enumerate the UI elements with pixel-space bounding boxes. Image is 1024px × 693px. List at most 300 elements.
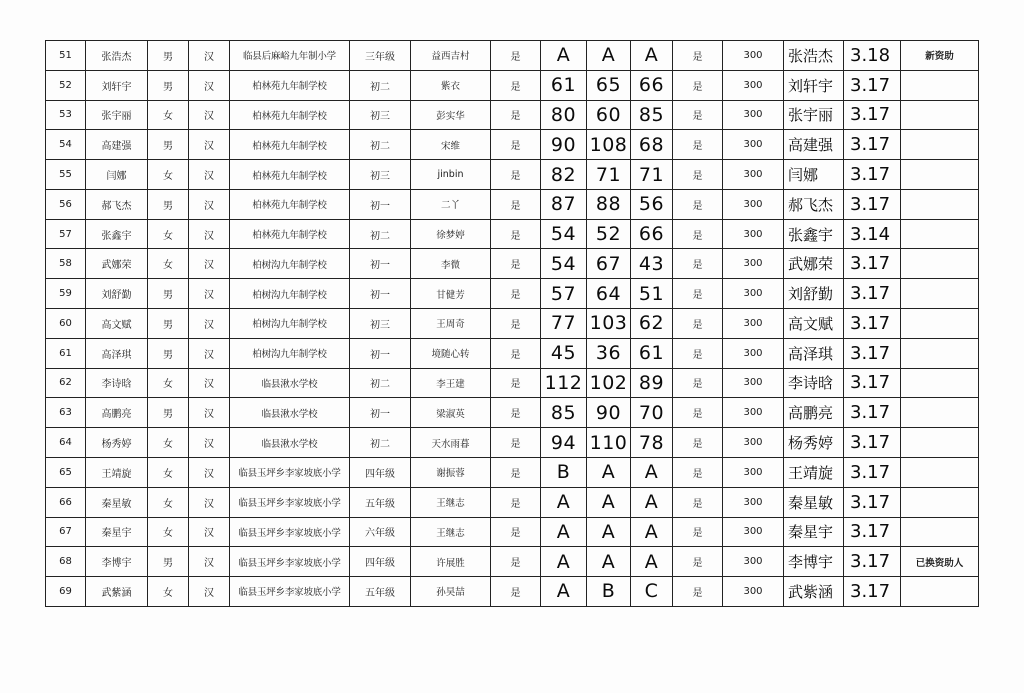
gender-cell: 男 — [148, 398, 189, 428]
ethnicity-cell: 汉 — [189, 70, 230, 100]
gender-cell: 女 — [148, 219, 189, 249]
amount-cell: 300 — [723, 41, 784, 71]
gender-cell: 女 — [148, 160, 189, 190]
table-row — [46, 547, 979, 577]
row-number-cell: 57 — [46, 219, 86, 249]
score-3-cell: A — [631, 457, 673, 487]
signature-cell: 秦星敏 — [784, 487, 844, 517]
ethnicity-cell: 汉 — [189, 130, 230, 160]
score-1-cell: 112 — [541, 368, 587, 398]
sign-date-cell: 3.17 — [844, 100, 901, 130]
score-2-cell: 36 — [587, 338, 631, 368]
amount-cell: 300 — [723, 517, 784, 547]
grade-cell: 五年级 — [350, 487, 411, 517]
signature-cell: 刘轩宇 — [784, 70, 844, 100]
signature-cell: 李博宇 — [784, 547, 844, 577]
remark-cell — [901, 130, 979, 160]
table-row — [46, 338, 979, 368]
sponsor-cell: 王继志 — [411, 517, 491, 547]
score-3-cell: 61 — [631, 338, 673, 368]
received-cell: 是 — [673, 41, 723, 71]
row-number-cell: 62 — [46, 368, 86, 398]
received-cell: 是 — [673, 249, 723, 279]
remark-cell — [901, 70, 979, 100]
remark-cell — [901, 398, 979, 428]
remark-cell — [901, 160, 979, 190]
score-1-cell: 54 — [541, 219, 587, 249]
ethnicity-cell: 汉 — [189, 189, 230, 219]
score-3-cell: 70 — [631, 398, 673, 428]
amount-cell: 300 — [723, 189, 784, 219]
student-name-cell: 李诗晗 — [86, 368, 148, 398]
sponsor-cell: 孙昊喆 — [411, 577, 491, 607]
table-row — [46, 428, 979, 458]
student-name-cell: 李博宇 — [86, 547, 148, 577]
score-3-cell: 66 — [631, 219, 673, 249]
score-2-cell: 110 — [587, 428, 631, 458]
sponsor-cell: 谢振蓉 — [411, 457, 491, 487]
sponsor-cell: 梁淑英 — [411, 398, 491, 428]
table-row — [46, 100, 979, 130]
score-3-cell: C — [631, 577, 673, 607]
signature-cell: 武紫涵 — [784, 577, 844, 607]
score-3-cell: A — [631, 517, 673, 547]
signature-cell: 高鹏亮 — [784, 398, 844, 428]
ethnicity-cell: 汉 — [189, 517, 230, 547]
row-number-cell: 53 — [46, 100, 86, 130]
sign-date-cell: 3.17 — [844, 517, 901, 547]
student-name-cell: 王靖旋 — [86, 457, 148, 487]
sign-date-cell: 3.17 — [844, 577, 901, 607]
sponsor-cell: 李微 — [411, 249, 491, 279]
sponsor-cell: 李王建 — [411, 368, 491, 398]
score-1-cell: 82 — [541, 160, 587, 190]
sign-date-cell: 3.17 — [844, 249, 901, 279]
score-2-cell: A — [587, 547, 631, 577]
table-row — [46, 577, 979, 607]
grade-cell: 初三 — [350, 100, 411, 130]
confirmed-cell: 是 — [491, 398, 541, 428]
sponsor-cell: 宋维 — [411, 130, 491, 160]
row-number-cell: 60 — [46, 309, 86, 339]
student-name-cell: 高文赋 — [86, 309, 148, 339]
gender-cell: 男 — [148, 338, 189, 368]
student-name-cell: 秦星敏 — [86, 487, 148, 517]
ethnicity-cell: 汉 — [189, 160, 230, 190]
remark-cell — [901, 517, 979, 547]
score-2-cell: 71 — [587, 160, 631, 190]
amount-cell: 300 — [723, 338, 784, 368]
score-1-cell: A — [541, 487, 587, 517]
sign-date-cell: 3.17 — [844, 130, 901, 160]
roster-table-body — [46, 41, 979, 607]
school-cell: 临县玉坪乡李家坡底小学 — [230, 487, 350, 517]
sign-date-cell: 3.17 — [844, 189, 901, 219]
remark-cell — [901, 428, 979, 458]
row-number-cell: 65 — [46, 457, 86, 487]
gender-cell: 女 — [148, 577, 189, 607]
sign-date-cell: 3.17 — [844, 428, 901, 458]
signature-cell: 张宇丽 — [784, 100, 844, 130]
sponsor-cell: 许展胜 — [411, 547, 491, 577]
sign-date-cell: 3.17 — [844, 338, 901, 368]
signature-cell: 高建强 — [784, 130, 844, 160]
score-1-cell: 57 — [541, 279, 587, 309]
row-number-cell: 61 — [46, 338, 86, 368]
confirmed-cell: 是 — [491, 189, 541, 219]
signature-cell: 张鑫宇 — [784, 219, 844, 249]
remark-cell — [901, 219, 979, 249]
remark-cell — [901, 368, 979, 398]
score-2-cell: 108 — [587, 130, 631, 160]
signature-cell: 武娜荣 — [784, 249, 844, 279]
table-row — [46, 189, 979, 219]
grade-cell: 四年级 — [350, 547, 411, 577]
score-1-cell: A — [541, 41, 587, 71]
student-name-cell: 郝飞杰 — [86, 189, 148, 219]
table-row — [46, 368, 979, 398]
score-3-cell: 51 — [631, 279, 673, 309]
confirmed-cell: 是 — [491, 130, 541, 160]
score-3-cell: 78 — [631, 428, 673, 458]
sign-date-cell: 3.17 — [844, 70, 901, 100]
signature-cell: 李诗晗 — [784, 368, 844, 398]
student-name-cell: 秦星宇 — [86, 517, 148, 547]
received-cell: 是 — [673, 517, 723, 547]
received-cell: 是 — [673, 130, 723, 160]
amount-cell: 300 — [723, 130, 784, 160]
received-cell: 是 — [673, 577, 723, 607]
score-2-cell: 102 — [587, 368, 631, 398]
amount-cell: 300 — [723, 160, 784, 190]
ethnicity-cell: 汉 — [189, 279, 230, 309]
grade-cell: 初三 — [350, 160, 411, 190]
amount-cell: 300 — [723, 487, 784, 517]
score-1-cell: 80 — [541, 100, 587, 130]
remark-cell — [901, 189, 979, 219]
amount-cell: 300 — [723, 457, 784, 487]
remark-cell — [901, 457, 979, 487]
table-row — [46, 279, 979, 309]
score-3-cell: 89 — [631, 368, 673, 398]
remark-cell — [901, 100, 979, 130]
school-cell: 临县玉坪乡李家坡底小学 — [230, 517, 350, 547]
table-row — [46, 457, 979, 487]
score-3-cell: 56 — [631, 189, 673, 219]
score-3-cell: 43 — [631, 249, 673, 279]
score-2-cell: 64 — [587, 279, 631, 309]
sign-date-cell: 3.17 — [844, 457, 901, 487]
gender-cell: 女 — [148, 368, 189, 398]
roster-table — [45, 40, 979, 607]
table-row — [46, 249, 979, 279]
ethnicity-cell: 汉 — [189, 41, 230, 71]
score-2-cell: 88 — [587, 189, 631, 219]
sponsor-cell: 紫衣 — [411, 70, 491, 100]
confirmed-cell: 是 — [491, 249, 541, 279]
score-3-cell: A — [631, 547, 673, 577]
signature-cell: 闫娜 — [784, 160, 844, 190]
score-2-cell: A — [587, 487, 631, 517]
row-number-cell: 58 — [46, 249, 86, 279]
grade-cell: 初二 — [350, 130, 411, 160]
remark-cell — [901, 338, 979, 368]
confirmed-cell: 是 — [491, 428, 541, 458]
score-1-cell: A — [541, 517, 587, 547]
sponsor-cell: 彭实华 — [411, 100, 491, 130]
row-number-cell: 63 — [46, 398, 86, 428]
grade-cell: 初一 — [350, 398, 411, 428]
student-name-cell: 张浩杰 — [86, 41, 148, 71]
received-cell: 是 — [673, 398, 723, 428]
school-cell: 临县玉坪乡李家坡底小学 — [230, 577, 350, 607]
gender-cell: 女 — [148, 487, 189, 517]
sign-date-cell: 3.17 — [844, 368, 901, 398]
ethnicity-cell: 汉 — [189, 577, 230, 607]
grade-cell: 五年级 — [350, 577, 411, 607]
row-number-cell: 51 — [46, 41, 86, 71]
gender-cell: 男 — [148, 70, 189, 100]
row-number-cell: 55 — [46, 160, 86, 190]
received-cell: 是 — [673, 279, 723, 309]
grade-cell: 四年级 — [350, 457, 411, 487]
school-cell: 柏林苑九年制学校 — [230, 100, 350, 130]
sign-date-cell: 3.17 — [844, 487, 901, 517]
confirmed-cell: 是 — [491, 457, 541, 487]
ethnicity-cell: 汉 — [189, 487, 230, 517]
score-2-cell: 90 — [587, 398, 631, 428]
score-1-cell: 90 — [541, 130, 587, 160]
gender-cell: 男 — [148, 547, 189, 577]
student-name-cell: 刘轩宇 — [86, 70, 148, 100]
sponsor-cell: 境随心转 — [411, 338, 491, 368]
confirmed-cell: 是 — [491, 219, 541, 249]
signature-cell: 秦星宇 — [784, 517, 844, 547]
score-3-cell: 85 — [631, 100, 673, 130]
table-row — [46, 398, 979, 428]
gender-cell: 男 — [148, 309, 189, 339]
received-cell: 是 — [673, 309, 723, 339]
school-cell: 临县湫水学校 — [230, 398, 350, 428]
student-name-cell: 杨秀婷 — [86, 428, 148, 458]
row-number-cell: 69 — [46, 577, 86, 607]
received-cell: 是 — [673, 160, 723, 190]
confirmed-cell: 是 — [491, 368, 541, 398]
score-2-cell: B — [587, 577, 631, 607]
sign-date-cell: 3.17 — [844, 160, 901, 190]
signature-cell: 高泽琪 — [784, 338, 844, 368]
received-cell: 是 — [673, 70, 723, 100]
amount-cell: 300 — [723, 577, 784, 607]
school-cell: 柏林苑九年制学校 — [230, 70, 350, 100]
amount-cell: 300 — [723, 219, 784, 249]
grade-cell: 初二 — [350, 219, 411, 249]
score-2-cell: 60 — [587, 100, 631, 130]
score-1-cell: A — [541, 547, 587, 577]
signature-cell: 高文赋 — [784, 309, 844, 339]
grade-cell: 初一 — [350, 189, 411, 219]
school-cell: 柏树沟九年制学校 — [230, 249, 350, 279]
gender-cell: 男 — [148, 130, 189, 160]
score-2-cell: A — [587, 41, 631, 71]
score-3-cell: 62 — [631, 309, 673, 339]
score-2-cell: A — [587, 517, 631, 547]
row-number-cell: 68 — [46, 547, 86, 577]
amount-cell: 300 — [723, 398, 784, 428]
student-name-cell: 高建强 — [86, 130, 148, 160]
score-3-cell: 68 — [631, 130, 673, 160]
ethnicity-cell: 汉 — [189, 219, 230, 249]
school-cell: 柏树沟九年制学校 — [230, 279, 350, 309]
student-name-cell: 闫娜 — [86, 160, 148, 190]
remark-cell — [901, 577, 979, 607]
received-cell: 是 — [673, 457, 723, 487]
grade-cell: 初一 — [350, 279, 411, 309]
table-row — [46, 130, 979, 160]
amount-cell: 300 — [723, 100, 784, 130]
row-number-cell: 54 — [46, 130, 86, 160]
confirmed-cell: 是 — [491, 41, 541, 71]
confirmed-cell: 是 — [491, 309, 541, 339]
signature-cell: 杨秀婷 — [784, 428, 844, 458]
score-1-cell: 87 — [541, 189, 587, 219]
amount-cell: 300 — [723, 428, 784, 458]
table-row — [46, 517, 979, 547]
confirmed-cell: 是 — [491, 547, 541, 577]
table-row — [46, 219, 979, 249]
school-cell: 柏林苑九年制学校 — [230, 189, 350, 219]
confirmed-cell: 是 — [491, 70, 541, 100]
confirmed-cell: 是 — [491, 279, 541, 309]
signature-cell: 张浩杰 — [784, 41, 844, 71]
score-1-cell: B — [541, 457, 587, 487]
sponsor-cell: 二丫 — [411, 189, 491, 219]
signature-cell: 王靖旋 — [784, 457, 844, 487]
sponsor-cell: 王继志 — [411, 487, 491, 517]
score-2-cell: 52 — [587, 219, 631, 249]
school-cell: 临县湫水学校 — [230, 428, 350, 458]
school-cell: 临县湫水学校 — [230, 368, 350, 398]
grade-cell: 初二 — [350, 368, 411, 398]
sponsor-cell: 甘健芳 — [411, 279, 491, 309]
student-name-cell: 刘舒勤 — [86, 279, 148, 309]
received-cell: 是 — [673, 368, 723, 398]
sign-date-cell: 3.17 — [844, 398, 901, 428]
gender-cell: 男 — [148, 41, 189, 71]
score-1-cell: 45 — [541, 338, 587, 368]
gender-cell: 男 — [148, 279, 189, 309]
remark-cell — [901, 249, 979, 279]
school-cell: 柏树沟九年制学校 — [230, 338, 350, 368]
confirmed-cell: 是 — [491, 100, 541, 130]
gender-cell: 女 — [148, 428, 189, 458]
gender-cell: 男 — [148, 189, 189, 219]
school-cell: 柏林苑九年制学校 — [230, 219, 350, 249]
confirmed-cell: 是 — [491, 338, 541, 368]
gender-cell: 女 — [148, 100, 189, 130]
score-1-cell: 94 — [541, 428, 587, 458]
school-cell: 临县后麻峪九年制小学 — [230, 41, 350, 71]
received-cell: 是 — [673, 338, 723, 368]
table-row — [46, 70, 979, 100]
school-cell: 柏林苑九年制学校 — [230, 160, 350, 190]
student-name-cell: 高泽琪 — [86, 338, 148, 368]
row-number-cell: 59 — [46, 279, 86, 309]
sign-date-cell: 3.17 — [844, 279, 901, 309]
school-cell: 柏林苑九年制学校 — [230, 130, 350, 160]
confirmed-cell: 是 — [491, 577, 541, 607]
score-1-cell: 54 — [541, 249, 587, 279]
received-cell: 是 — [673, 428, 723, 458]
remark-cell — [901, 487, 979, 517]
confirmed-cell: 是 — [491, 517, 541, 547]
remark-cell — [901, 279, 979, 309]
amount-cell: 300 — [723, 249, 784, 279]
ethnicity-cell: 汉 — [189, 100, 230, 130]
ethnicity-cell: 汉 — [189, 547, 230, 577]
amount-cell: 300 — [723, 70, 784, 100]
score-1-cell: 77 — [541, 309, 587, 339]
ethnicity-cell: 汉 — [189, 309, 230, 339]
grade-cell: 初二 — [350, 70, 411, 100]
row-number-cell: 64 — [46, 428, 86, 458]
sign-date-cell: 3.17 — [844, 309, 901, 339]
received-cell: 是 — [673, 487, 723, 517]
sign-date-cell: 3.14 — [844, 219, 901, 249]
table-row — [46, 309, 979, 339]
sign-date-cell: 3.18 — [844, 41, 901, 71]
remark-cell — [901, 309, 979, 339]
amount-cell: 300 — [723, 279, 784, 309]
ethnicity-cell: 汉 — [189, 428, 230, 458]
score-1-cell: 61 — [541, 70, 587, 100]
sponsor-cell: 天水雨暮 — [411, 428, 491, 458]
remark-cell: 已换资助人 — [901, 547, 979, 577]
ethnicity-cell: 汉 — [189, 338, 230, 368]
gender-cell: 女 — [148, 249, 189, 279]
amount-cell: 300 — [723, 368, 784, 398]
sponsor-cell: 徐梦婷 — [411, 219, 491, 249]
school-cell: 临县玉坪乡李家坡底小学 — [230, 547, 350, 577]
sponsor-cell: jinbin — [411, 160, 491, 190]
sponsor-cell: 益西吉村 — [411, 41, 491, 71]
received-cell: 是 — [673, 219, 723, 249]
table-row — [46, 160, 979, 190]
score-3-cell: 66 — [631, 70, 673, 100]
score-2-cell: 103 — [587, 309, 631, 339]
grade-cell: 初三 — [350, 309, 411, 339]
sign-date-cell: 3.17 — [844, 547, 901, 577]
signature-cell: 郝飞杰 — [784, 189, 844, 219]
row-number-cell: 66 — [46, 487, 86, 517]
amount-cell: 300 — [723, 547, 784, 577]
row-number-cell: 56 — [46, 189, 86, 219]
row-number-cell: 52 — [46, 70, 86, 100]
ethnicity-cell: 汉 — [189, 398, 230, 428]
signature-cell: 刘舒勤 — [784, 279, 844, 309]
grade-cell: 六年级 — [350, 517, 411, 547]
score-3-cell: 71 — [631, 160, 673, 190]
student-name-cell: 高鹏亮 — [86, 398, 148, 428]
grade-cell: 初一 — [350, 338, 411, 368]
student-name-cell: 武紫涵 — [86, 577, 148, 607]
table-row — [46, 41, 979, 71]
student-name-cell: 武娜荣 — [86, 249, 148, 279]
grade-cell: 初一 — [350, 249, 411, 279]
sponsor-cell: 王周奇 — [411, 309, 491, 339]
score-2-cell: 67 — [587, 249, 631, 279]
amount-cell: 300 — [723, 309, 784, 339]
